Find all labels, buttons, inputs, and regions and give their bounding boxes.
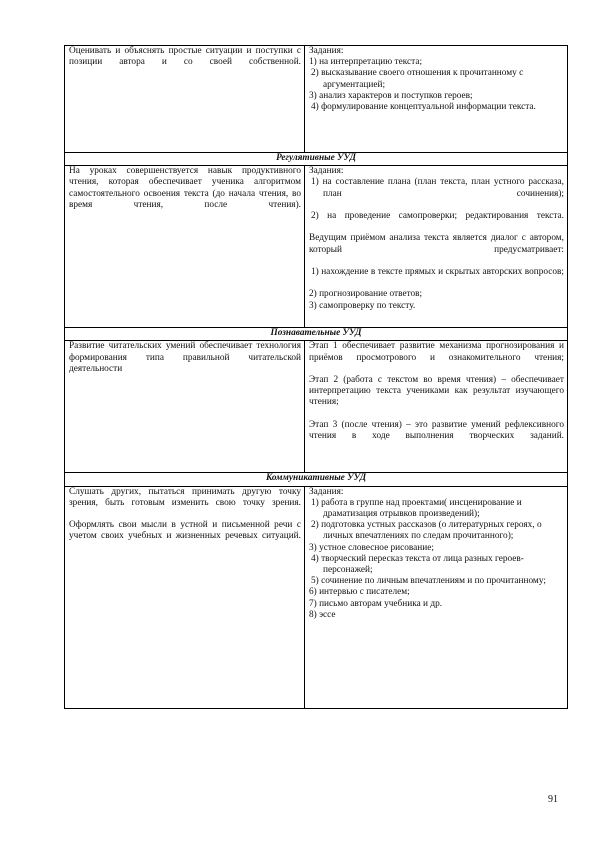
cell-paragraph: Этап 1 обеспечивает развитие механизма прогнозирования и приёмов просмотрового и ознакомительного чтения; [309,341,564,363]
section-heading-regulative: Регулятивные УУД [65,153,568,166]
table-row [65,166,568,328]
left-cell [65,46,305,153]
tasks-title: Задания: [309,166,344,177]
list-item: 1) работа в группе над проектами( инсценирование и драматизация отрывков произведений); [311,497,522,520]
left-cell [65,166,305,328]
cell-paragraph: Слушать других, пытаться принимать другую точку зрения, быть готовым изменить свою точку зрения. [69,486,301,508]
list-item: 8) эссе [309,609,336,620]
cell-paragraph: Оформлять свои мысли в устной и письменной речи с учетом своих учебных и жизненных речевых ситуаций. [69,520,301,542]
table-row [65,46,568,153]
cell-text: Оценивать и объяснять простые ситуации и поступки с позиции автора и со своей собственной. [69,46,301,68]
cell-text: На уроках совершенствуется навык продуктивного чтения, которая обеспечивает ученика алгоритмом самостоятельного освоения текста (до начала чтения, во время чтения, после чтения). [69,166,301,210]
right-cell [305,166,568,328]
right-cell [305,486,568,708]
list-item: 1) на составление плана (план текста, план устного рассказа, план сочинения); [311,177,564,199]
list-item: 2) подготовка устных рассказов (о литературных героях, о личных впечатлениях по следам прочитанного); [311,520,542,542]
section-row [65,328,568,341]
section-row [65,473,568,486]
table-row [65,486,568,708]
list-item: 1) нахождение в тексте прямых и скрытых авторских вопросов; [311,267,564,278]
tasks-title: Задания: [309,486,344,497]
right-cell [305,341,568,473]
cell-paragraph: Ведущим приёмом анализа текста является диалог с автором, который предусматривает: [309,233,564,255]
tasks-title: Задания: [309,46,344,56]
list-item: 1) на интерпретацию текста; [309,57,423,68]
list-item: 2) высказывание своего отношения к прочитанному с аргументацией; [311,68,524,90]
cell-text: Развитие читательских умений обеспечивает технология формирования типа правильной читательской деятельности [69,341,301,374]
right-cell [305,46,568,153]
section-heading-communicative: Коммуникативные УУД [65,473,568,486]
section-heading-cognitive: Познавательные УУД [65,328,568,341]
page-number: 91 [548,794,558,805]
list-item: 3) самопроверку по тексту. [309,300,416,311]
left-cell [65,486,305,708]
list-item: 4) творческий пересказ текста от лица разных героев-персонажей; [311,553,524,576]
section-row [65,153,568,166]
list-item: 2) на проведение самопроверки; редактирования текста. [311,211,564,222]
list-item: 3) устное словесное рисование; [309,542,434,553]
uud-table [64,45,568,709]
list-item: 3) анализ характеров и поступков героев; [309,90,473,101]
list-item: 4) формулирование концептуальной информации текста. [311,102,536,113]
list-item: 6) интервью с писателем; [309,587,410,598]
cell-paragraph: Этап 2 (работа с текстом во время чтения) – обеспечивает интерпретацию текста учениками как результат изучающего чтения; [309,375,564,408]
list-item: 2) прогнозирование ответов; [309,289,423,300]
list-item: 5) сочинение по личным впечатлениям и по прочитанному; [311,576,546,587]
left-cell [65,341,305,473]
list-item: 7) письмо авторам учебника и др. [309,598,443,609]
cell-paragraph: Этап 3 (после чтения) – это развитие умений рефлексивного чтения в ходе выполнения творческих заданий. [309,419,564,442]
table-row [65,341,568,473]
